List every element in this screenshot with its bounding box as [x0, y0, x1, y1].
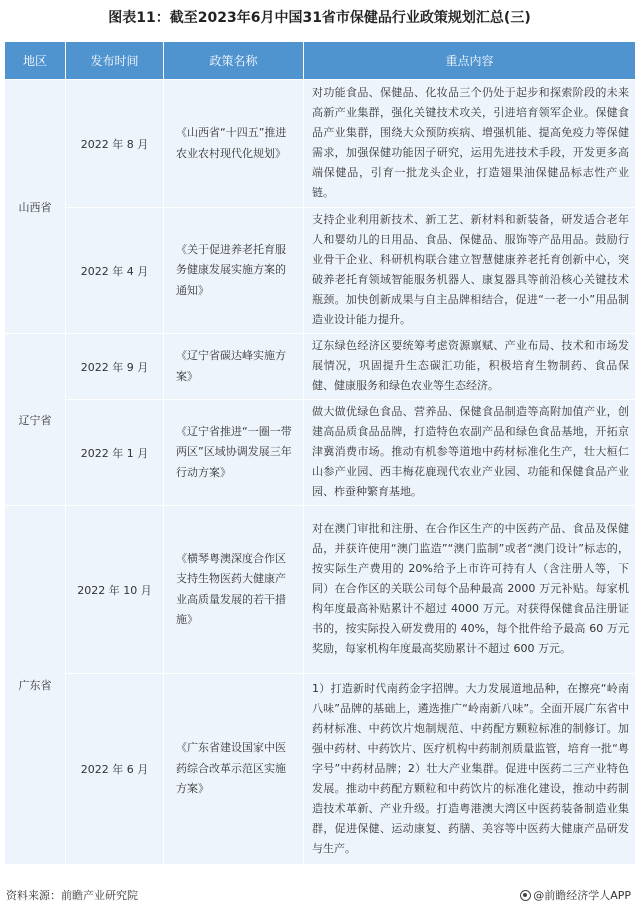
policy-table — [4, 41, 636, 865]
brand-logo-icon — [520, 890, 531, 901]
header-time: 发布时间 — [66, 42, 164, 80]
header-policy: 政策名称 — [164, 42, 304, 80]
policy-name: 《辽宁省推进“一圈一带两区”区域协调发展三年行动方案》 — [164, 400, 304, 506]
table-header-row — [5, 42, 636, 80]
header-content: 重点内容 — [304, 42, 636, 80]
policy-content: 辽东绿色经济区要统筹考虑资源禀赋、产业布局、技术和市场发展情况，巩固提升生态碳汇功能，积极培育生物制药、食品保健、健康服务和绿色农业等生态经济。 — [304, 334, 636, 400]
policy-name: 《辽宁省碳达峰实施方案》 — [164, 334, 304, 400]
policy-name: 《横琴粤澳深度合作区支持生物医药大健康产业高质量发展的若干措施》 — [164, 506, 304, 674]
header-region: 地区 — [5, 42, 66, 80]
release-time: 2022 年 9 月 — [66, 334, 164, 400]
table-row — [5, 80, 636, 208]
region-liaoning: 辽宁省 — [5, 334, 66, 506]
policy-content: 对功能食品、保健品、化妆品三个仍处于起步和探索阶段的未来高新产业集群，强化关键技术攻关，引进培育领军企业。保健食品产业集群，围绕大众预防疾病、增强机能、提高免疫力等保健需求，加强保健功能因子研究，运用先进技术手段，开发更多高端保健品，引育一批龙头企业，打造翅果油保健品标志性产业链。 — [304, 80, 636, 208]
page-title: 图表11：截至2023年6月中国31省市保健品行业政策规划汇总(三) — [108, 10, 531, 26]
policy-name: 《关于促进养老托育服务健康发展实施方案的通知》 — [164, 208, 304, 334]
release-time: 2022 年 10 月 — [66, 506, 164, 674]
release-time: 2022 年 6 月 — [66, 674, 164, 865]
region-guangdong: 广东省 — [5, 506, 66, 865]
policy-content: 支持企业利用新技术、新工艺、新材料和新装备，研发适合老年人和婴幼儿的日用品、食品、保健品、服饰等产品用品。鼓励行业骨干企业、科研机构联合建立智慧健康养老托育创新中心，突破养老托育领域智能服务机器人、康复器具等前沿核心关键技术瓶颈。加快创新成果与自主品牌相结合，促进“一老一小”用品制造业设计能力提升。 — [304, 208, 636, 334]
table-row — [5, 674, 636, 865]
table-row — [5, 334, 636, 400]
table-row — [5, 400, 636, 506]
policy-content: 1）打造新时代南药金字招牌。大力发展道地品种，在擦亮“岭南八味”品牌的基础上，遴选推广“岭南新八味”。全面开展广东省中药材标准、中药饮片炮制规范、中药配方颗粒标准的制修订。加强中药材、中药饮片、医疗机构中药制剂质量监管，培育一批“粤字号”中药材品牌；2）壮大产业集群。促进中医药二三产业特色发展。推动中药配方颗粒和中药饮片的标准化建设，推动中药制造技术革新、产业升级。打造粤港澳大湾区中医药装备制造业集群，促进保健、运动康复、药膳、美容等中医药大健康产品研发与生产。 — [304, 674, 636, 865]
brand-note — [520, 887, 631, 903]
policy-name: 《广东省建设国家中医药综合改革示范区实施方案》 — [164, 674, 304, 865]
brand-label: @前瞻经济学人APP — [533, 889, 631, 902]
region-shanxi: 山西省 — [5, 80, 66, 334]
policy-content: 对在澳门审批和注册、在合作区生产的中医药产品、食品及保健品，并获许使用“澳门监造”“澳门监制”或者“澳门设计”标志的，按实际生产费用的 20%给予上市许可持有人（含注册人等，下同）在合作区的关联公司每个品种最高 2000 万元补贴。每家机构年度最高补贴累计不超过 4000 万元。对获得保健食品注册证书的，按实际投入研发费用的 40%，每个批件给予最高 60 万元奖励，每家机构年度最高奖励累计不超过 600 万元。 — [304, 506, 636, 674]
release-time: 2022 年 1 月 — [66, 400, 164, 506]
release-time: 2022 年 8 月 — [66, 80, 164, 208]
release-time: 2022 年 4 月 — [66, 208, 164, 334]
table-row — [5, 208, 636, 334]
policy-content: 做大做优绿色食品、营养品、保健食品制造等高附加值产业，创建高品质食品品牌，打造特色农副产品和绿色食品基地，开拓京津冀消费市场。推动有机参等道地中药材标准化生产，壮大桓仁山参产业园、西丰梅花鹿现代农业产业园、功能和保健食品产业园、柞蚕种繁育基地。 — [304, 400, 636, 506]
policy-name: 《山西省“十四五”推进农业农村现代化规划》 — [164, 80, 304, 208]
table-row — [5, 506, 636, 674]
source-note: 资料来源：前瞻产业研究院 — [6, 889, 138, 902]
